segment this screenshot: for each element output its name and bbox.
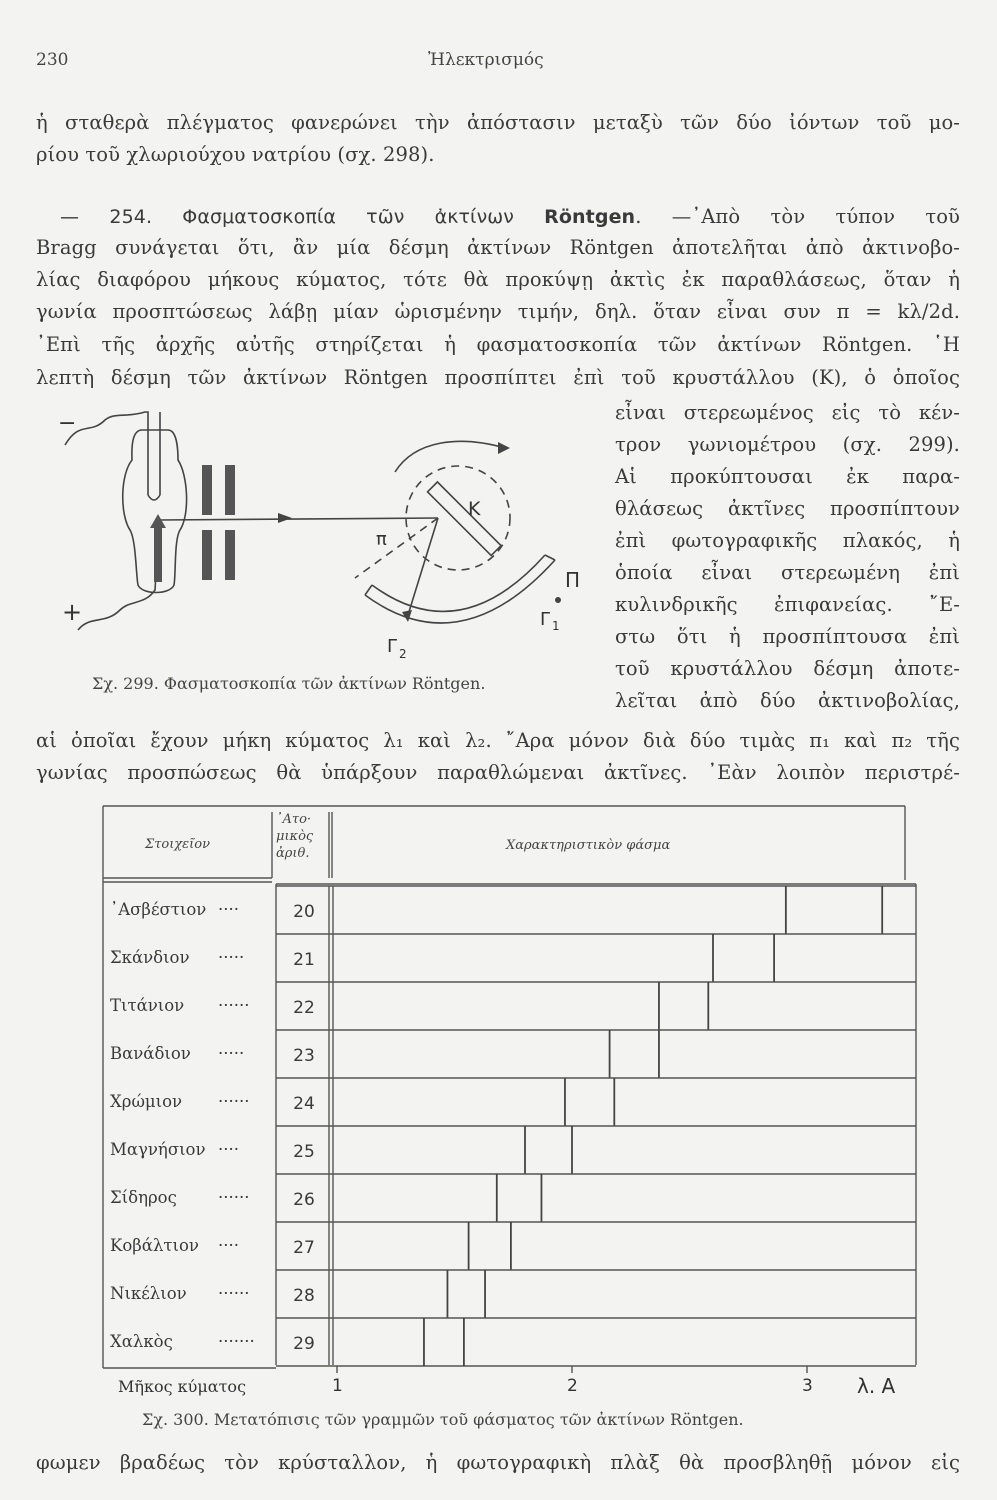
atomic-number: 26 <box>293 1190 315 1210</box>
header-spectrum: Χαρακτηριστικὸν φάσμα <box>506 838 671 853</box>
text-line: τοῦ κρυστάλλου δέσμη ἀποτε- <box>615 657 960 680</box>
plus-label: + <box>62 598 83 626</box>
text-line: γωνία προσπτώσεως λάβῃ μίαν ὡρισμένην τιμήν, δηλ. ὅταν εἶναι συν π = kλ/2d. <box>36 300 960 323</box>
atomic-number: 22 <box>293 998 315 1018</box>
crystal-label: Κ <box>468 498 481 520</box>
header-element: Στοιχεῖον <box>145 837 210 852</box>
figure-299-caption: Σχ. 299. Φασματοσκοπία τῶν ἀκτίνων Röntgen. <box>92 674 486 693</box>
header-atomic-2: μικὸς <box>276 829 314 844</box>
text-line: αἱ ὁποῖαι ἔχουν μήκη κύματος λ₁ καὶ λ₂. ῎Αρα μόνον διὰ δύο τιμὰς π₁ καὶ π₂ τῆς <box>36 729 960 752</box>
text-line: λεπτὴ δέσμη τῶν ἀκτίνων Röntgen προσπίπτει ἐπὶ τοῦ κρυστάλλου (Κ), ὁ ὁποῖος <box>36 366 960 389</box>
text-line: ὁποία εἶναι στερεωμένη ἐπὶ <box>615 561 960 584</box>
atomic-number: 27 <box>293 1238 315 1258</box>
dot-leader: ····· <box>218 948 245 967</box>
text-line: ρίου τοῦ χλωριούχου νατρίου (σχ. 298). <box>36 143 435 166</box>
x-tick-label: 2 <box>567 1376 578 1396</box>
element-name: ᾿Ασβέστιον <box>110 900 207 919</box>
atomic-number: 28 <box>293 1286 315 1306</box>
element-name: Χαλκὸς <box>110 1332 173 1351</box>
text-line: λεῖται ἀπὸ δύο ἀκτινοβολίας, <box>615 689 960 712</box>
x-tick-label: 3 <box>802 1376 813 1396</box>
atomic-number: 23 <box>293 1046 315 1066</box>
text-line: κυλινδρικῆς ἐπιφανείας. ῎Ε- <box>615 593 960 616</box>
section-dash: — <box>60 206 80 228</box>
dot-leader: ····· <box>218 1044 245 1063</box>
atomic-number: 21 <box>293 950 315 970</box>
text-line: στω ὅτι ἡ προσπίπτουσα ἐπὶ <box>615 625 960 648</box>
plate-label: Π <box>565 568 581 592</box>
text-line: θλάσεως ἀκτῖνες προσπίπτουν <box>615 497 960 520</box>
gamma1-sub: 1 <box>552 619 560 633</box>
page-number: 230 <box>36 50 69 70</box>
element-name: Νικέλιον <box>110 1284 187 1303</box>
dot-leader: ···· <box>218 900 239 919</box>
dot-leader: ······ <box>218 1284 250 1303</box>
element-name: Σίδηρος <box>110 1188 177 1207</box>
text-line: Αἱ προκύπτουσαι ἐκ παρα- <box>615 465 960 488</box>
header-atomic-3: ἀριθ. <box>276 846 310 861</box>
minus-label: − <box>58 411 77 436</box>
text-line: εἶναι στερεωμένος εἰς τὸ κέν- <box>615 401 960 424</box>
element-name: Τιτάνιον <box>110 996 185 1015</box>
section-title-text: 254. Φασματοσκοπία τῶν ἀκτίνων <box>109 206 515 228</box>
text-line: λίας διαφόρου μήκους κύματος, τότε θὰ προκύψῃ ἀκτὶς ἐκ παραθλάσεως, ὅταν ἡ <box>36 268 960 291</box>
dot-leader: ······ <box>218 1092 250 1111</box>
running-head: Ἠλεκτρισμός <box>428 50 544 70</box>
angle-label: π <box>376 529 387 550</box>
text-line: Bragg συνάγεται ὅτι, ἂν μία δέσμη ἀκτίνων Röntgen ἀποτελῆται ἀπὸ ἀκτινοβο- <box>36 236 960 259</box>
section-lead: . —᾿Απὸ τὸν τύπον τοῦ <box>635 205 961 228</box>
dot-leader: ······ <box>218 996 250 1015</box>
axis-label: Μῆκος κύματος <box>118 1377 247 1396</box>
dot-leader: ···· <box>218 1140 239 1159</box>
text-line: ᾿Επὶ τῆς ἀρχῆς αὐτῆς στηρίζεται ἡ φασματοσκοπία τῶν ἀκτίνων Röntgen. ῾Η <box>36 333 960 356</box>
element-name: Χρώμιον <box>110 1092 183 1111</box>
section-title-bold: Röntgen <box>544 206 636 228</box>
element-name: Μαγνήσιον <box>110 1140 206 1159</box>
atomic-number: 20 <box>293 902 315 922</box>
atomic-number: 29 <box>293 1334 315 1354</box>
element-name: Βανάδιον <box>110 1044 191 1063</box>
text-line: γωνίας προσπώσεως θὰ ὑπάρξουν παραθλώμεναι ἀκτῖνες. ᾿Εὰν λοιπὸν περιστρέ- <box>36 761 960 784</box>
gamma2-label: Γ <box>387 636 398 657</box>
atomic-number: 24 <box>293 1094 315 1114</box>
gamma2-sub: 2 <box>399 647 407 661</box>
text-line: ἐπὶ φωτογραφικῆς πλακός, ἡ <box>615 529 960 552</box>
dot-leader: ······ <box>218 1188 250 1207</box>
text-line: τρον γωνιομέτρου (σχ. 299). <box>615 433 960 456</box>
figure-300-caption: Σχ. 300. Μετατόπισις τῶν γραμμῶν τοῦ φάσματος τῶν ἀκτίνων Röntgen. <box>142 1410 744 1429</box>
dot-leader: ···· <box>218 1236 239 1255</box>
text-line: φωμεν βραδέως τὸν κρύσταλλον, ἡ φωτογραφικὴ πλὰξ θὰ προσβληθῇ μόνον εἰς <box>36 1451 960 1474</box>
element-name: Σκάνδιον <box>110 948 190 967</box>
axis-unit: λ. Α <box>857 1374 896 1398</box>
x-tick-label: 1 <box>332 1376 343 1396</box>
dot-leader: ······· <box>218 1332 255 1351</box>
text-line: ἡ σταθερὰ πλέγματος φανερώνει τὴν ἀπόστασιν μεταξὺ τῶν δύο ἰόντων τοῦ μο- <box>36 111 960 134</box>
gamma1-label: Γ <box>540 609 551 630</box>
atomic-number: 25 <box>293 1142 315 1162</box>
element-name: Κοβάλτιον <box>110 1236 199 1255</box>
header-atomic-1: ᾿Ατο· <box>276 812 312 827</box>
